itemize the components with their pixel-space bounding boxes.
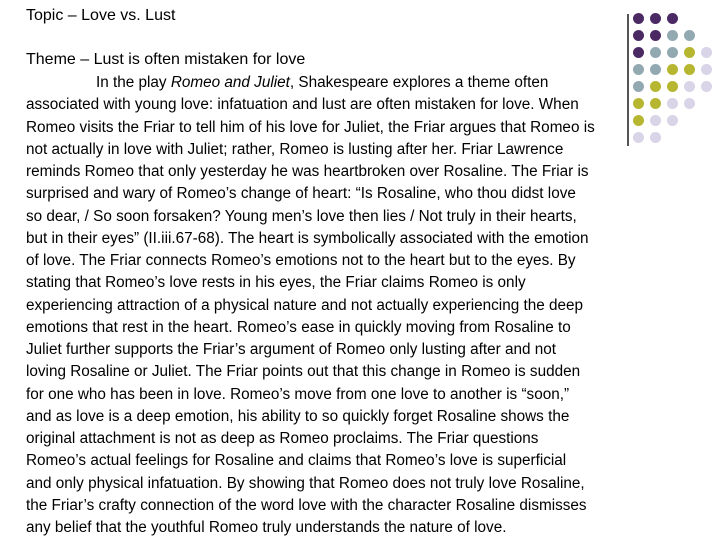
decorative-dot	[701, 81, 712, 92]
decorative-dot	[633, 47, 644, 58]
paragraph-line: stating that Romeo’s love rests in his eyes, the Friar claims Romeo is only	[26, 274, 526, 292]
paragraph-line: but in their eyes” (II.iii.67-68). The heart is symbolically associated with the emotion	[26, 229, 589, 247]
decorative-dot	[667, 13, 678, 24]
decorative-dot	[701, 47, 712, 58]
paragraph-line: associated with young love: infatuation and lust are often mistaken for love. When	[26, 96, 579, 114]
topic-heading: Topic – Love vs. Lust	[26, 7, 176, 24]
decorative-dot	[650, 47, 661, 58]
paragraph-line: so dear, / So soon forsaken? Young men’s love then lies / Not truly in their hearts,	[26, 207, 577, 225]
decorative-dot	[684, 47, 695, 58]
paragraph-line: of love. The Friar connects Romeo’s emotions not to the heart but to the eyes. By	[26, 252, 576, 269]
paragraph-line: any belief that the youthful Romeo truly understands the nature of love.	[26, 519, 507, 536]
decorative-dot	[701, 64, 712, 75]
decorative-dot	[667, 47, 678, 58]
decorative-dot	[684, 30, 695, 41]
paragraph-line: loving Rosaline or Juliet. The Friar points out that this change in Romeo is sudden	[26, 363, 581, 381]
paragraph-line: surprised and wary of Romeo’s change of heart: “Is Rosaline, who thou didst love	[26, 185, 576, 203]
paragraph-line: Romeo visits the Friar to tell him of his love for Juliet, the Friar argues that Romeo is	[26, 118, 595, 136]
paragraph-line: experiencing attraction of a physical nature and not actually experiencing the deep	[26, 296, 583, 314]
paragraph-line: and only physical infatuation. By showing that Romeo does not truly love Rosaline,	[26, 474, 585, 492]
decorative-dot	[633, 30, 644, 41]
theme-heading: Theme – Lust is often mistaken for love	[26, 51, 306, 68]
decorative-dot	[667, 30, 678, 41]
paragraph-line: reminds Romeo that only yesterday he was heartbroken over Rosaline. The Friar is	[26, 163, 589, 180]
body-paragraph	[26, 72, 698, 539]
paragraph-line: original attachment is not as deep as Romeo proclaims. The Friar questions	[26, 430, 539, 447]
decorative-dot	[650, 13, 661, 24]
paragraph-line: Romeo’s actual feelings for Rosaline and claims that Romeo’s love is superficial	[26, 452, 567, 470]
paragraph-line: Juliet further supports the Friar’s argument of Romeo only lusting after and not	[26, 341, 556, 358]
paragraph-line: emotions that rest in the heart. Romeo’s ease in quickly moving from Rosaline to	[26, 318, 571, 336]
decorative-dot	[633, 13, 644, 24]
paragraph-line: the Friar’s crafty connection of the word love with the character Rosaline dismisses	[26, 496, 587, 514]
paragraph-line	[26, 72, 698, 94]
paragraph-line: not actually in love with Juliet; rather, Romeo is lusting after her. Friar Lawrence	[26, 140, 564, 158]
decorative-dot	[650, 30, 661, 41]
paragraph-text: , Shakespeare explores a theme often	[289, 74, 549, 91]
paragraph-text: In the play	[96, 74, 171, 91]
paragraph-line: for one who has been in love. Romeo’s move from one love to another is “soon,”	[26, 385, 570, 403]
paragraph-line: and as love is a deep emotion, his ability to so quickly forget Rosaline shows the	[26, 407, 570, 425]
play-title: Romeo and Juliet	[170, 74, 290, 91]
